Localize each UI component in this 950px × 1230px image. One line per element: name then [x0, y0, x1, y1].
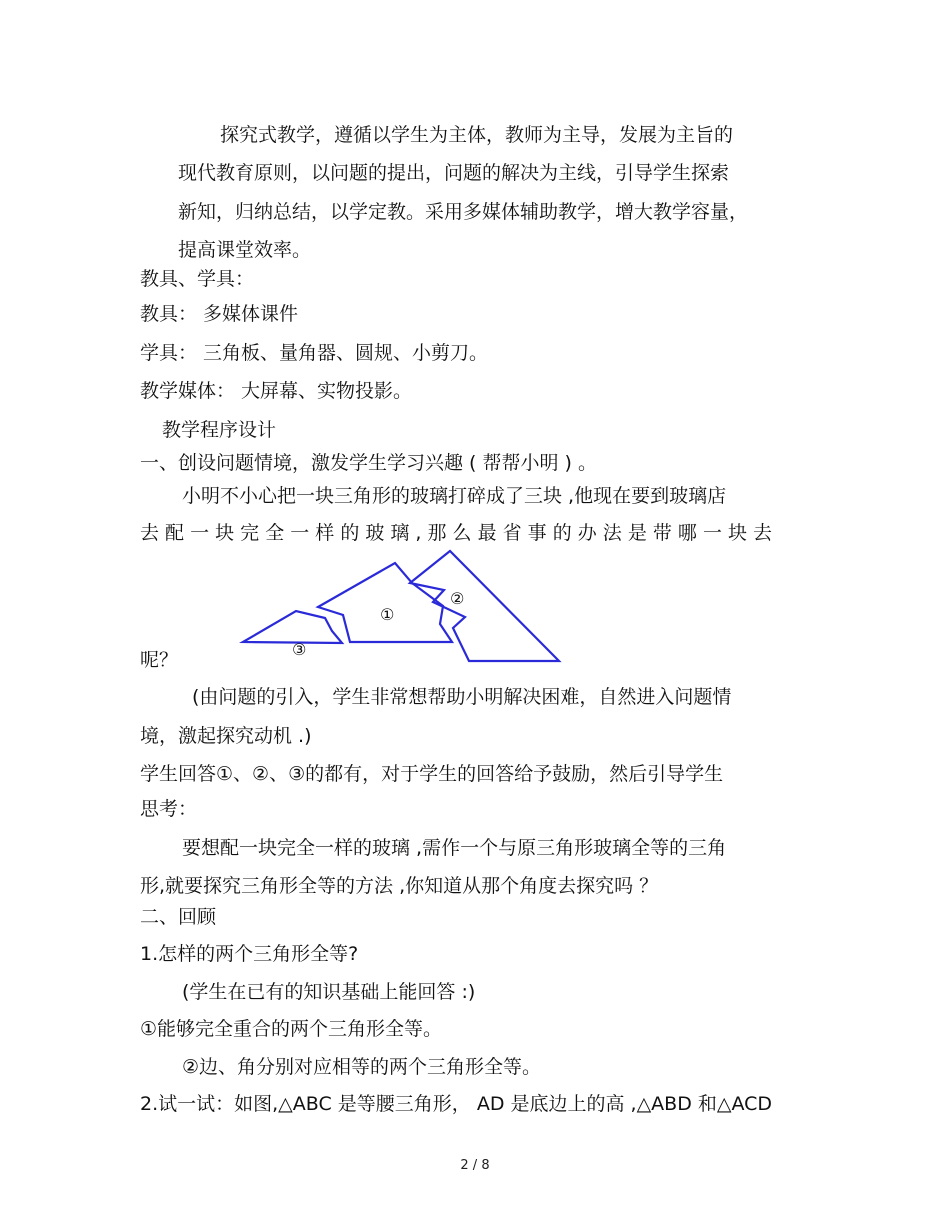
tools-heading: 教具、学具： [140, 268, 255, 290]
answer-line-1: 学生回答①、②、③的都有，对于学生的回答给予鼓励，然后引导学生 [140, 763, 724, 785]
teaching-media: 教学媒体： 大屏幕、实物投影。 [140, 380, 413, 402]
think-line-1: 要想配一块完全一样的玻璃 ,需作一个与原三角形玻璃全等的三角 [182, 837, 727, 859]
intro-line-1: 探究式教学，遵循以学生为主体，教师为主导，发展为主旨的 [220, 124, 734, 146]
intro-line-3: 新知，归纳总结，以学定教。采用多媒体辅助教学，增大教学容量， [178, 201, 749, 223]
think-line-2: 形,就要探究三角形全等的方法 ,你知道从那个角度去探究吗 ？ [140, 875, 659, 897]
commentary-line-1: (由问题的引入，学生非常想帮助小明解决困难，自然进入问题情 [192, 686, 732, 708]
student-tools: 学具： 三角板、量角器、圆规、小剪刀。 [140, 342, 489, 364]
question-1: 1.怎样的两个三角形全等? [140, 943, 359, 965]
piece-label-3: ③ [292, 640, 307, 659]
teacher-tools: 教具： 多媒体课件 [140, 303, 299, 325]
page-number: 2 / 8 [460, 1158, 490, 1173]
question-1-note: (学生在已有的知识基础上能回答 :) [182, 981, 476, 1003]
commentary-line-2: 境，激起探究动机 .) [140, 725, 312, 747]
piece-label-2: ② [450, 589, 465, 608]
glass-piece-3 [243, 611, 342, 643]
glass-piece-2 [410, 551, 559, 661]
section-one-heading: 一、创设问题情境，激发学生学习兴趣 ( 帮帮小明 ) 。 [140, 452, 597, 474]
problem-line-2-text: 去 配 一 块 完 全 一 样 的 玻 璃 , 那 么 最 省 事 的 办 法 是 带 哪 一 块 去 [140, 522, 773, 544]
problem-line-3: 呢？ [140, 649, 179, 671]
procedure-heading: 教学程序设计 [162, 419, 277, 441]
intro-line-2: 现代教育原则，以问题的提出，问题的解决为主线，引导学生探索 [178, 162, 730, 184]
intro-line-4: 提高课堂效率。 [178, 239, 312, 261]
piece-label-1: ① [380, 605, 395, 624]
problem-line-1: 小明不小心把一块三角形的玻璃打碎成了三块 ,他现在要到玻璃店 [182, 485, 727, 507]
answer-line-2: 思考： [140, 798, 198, 820]
answer-point-1: ①能够完全重合的两个三角形全等。 [140, 1018, 443, 1040]
question-2: 2.试一试：如图,△ABC 是等腰三角形， AD 是底边上的高 ,△ABD 和△ACD [140, 1093, 773, 1115]
answer-point-2: ②边、角分别对应相等的两个三角形全等。 [182, 1056, 542, 1078]
section-two-heading: 二、回顾 [140, 906, 217, 928]
